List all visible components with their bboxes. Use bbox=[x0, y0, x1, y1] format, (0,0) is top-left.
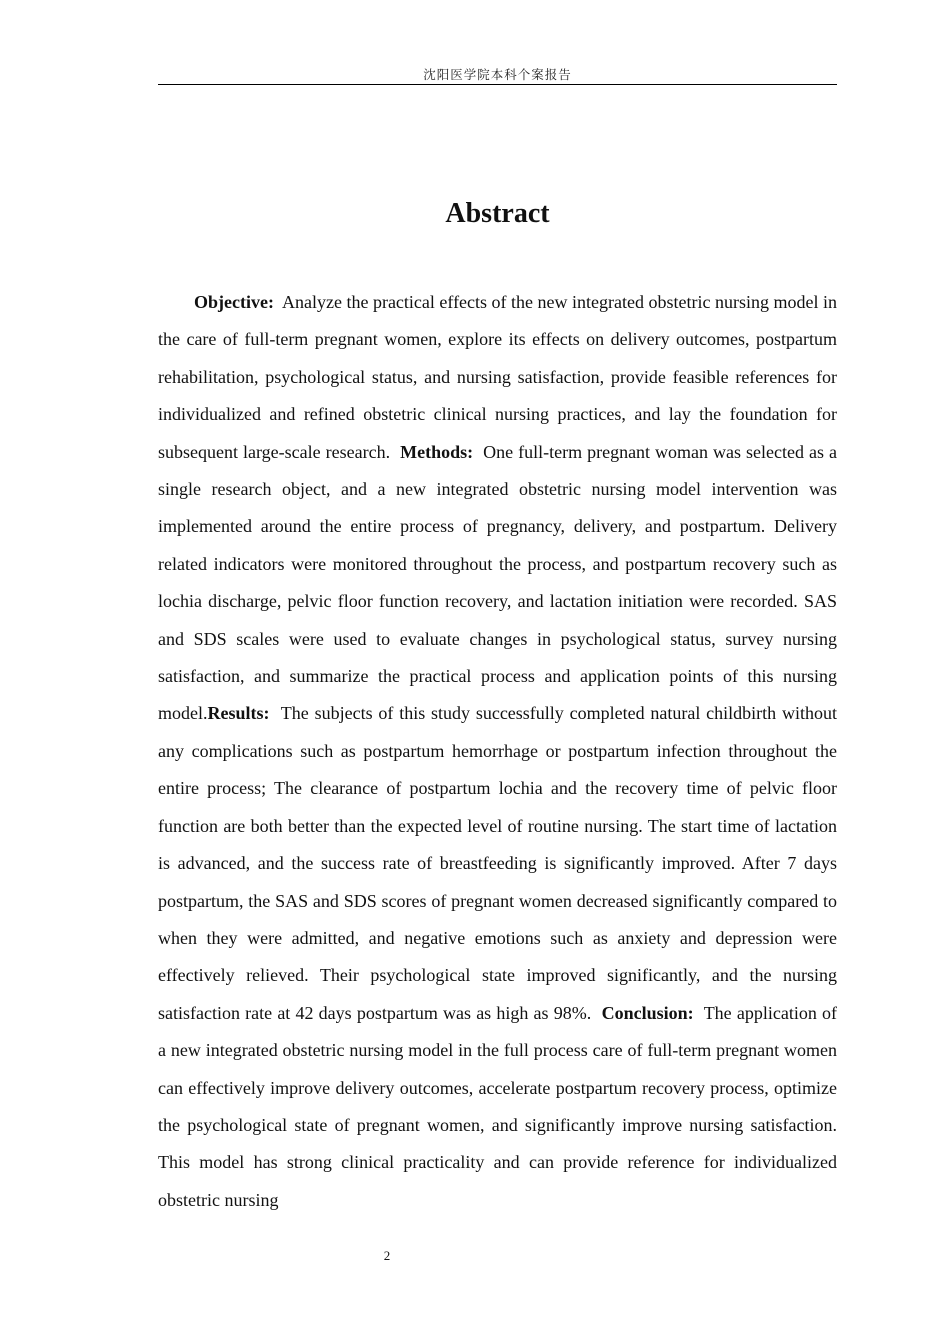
running-header: 沈阳医学院本科个案报告 bbox=[158, 66, 837, 85]
results-text: The subjects of this study successfully completed natural childbirth without any complications such as postpartum hemorrhage or postpartum infection throughout the entire process; The clearance of postpartum lochia and the recovery time of pelvic floor function are both better than the expected level of routine nursing. The start time of lactation is advanced, and the success rate of breastfeeding is significantly improved. After 7 days postpartum, the SAS and SDS scores of pregnant women decreased significantly compared to when they were admitted, and negative emotions such as anxiety and depression were effectively relieved. Their psychological state improved significantly, and the nursing satisfaction rate at 42 days postpartum was as high as 98%. bbox=[158, 703, 837, 1023]
results-label: Results: bbox=[207, 703, 270, 724]
methods-label: Methods: bbox=[400, 441, 474, 462]
abstract-title: Abstract bbox=[445, 198, 550, 229]
methods-text: One full-term pregnant woman was selected as a single research object, and a new integrated obstetric nursing model intervention was implemented around the entire process of pregnancy, delivery, and postpartum. Delivery related indicators were monitored throughout the process, and postpartum recovery such as lochia discharge, pelvic floor function recovery, and lactation initiation were recorded. SAS and SDS scales were used to evaluate changes in psychological status, survey nursing satisfaction, and summarize the practical process and application points of this nursing model. bbox=[158, 441, 838, 724]
page-number: 2 bbox=[383, 1248, 391, 1263]
conclusion-text: The application of a new integrated obstetric nursing model in the full process care of full-term pregnant women can effectively improve delivery outcomes, accelerate postpartum recovery process, optimize the psychological state of pregnant women, and significantly improve nursing satisfaction. This model has strong clinical practicality and can provide reference for individualized obstetric nursing bbox=[158, 1002, 838, 1210]
abstract-body bbox=[158, 284, 837, 1219]
conclusion-label: Conclusion: bbox=[601, 1002, 694, 1023]
objective-text: Analyze the practical effects of the new integrated obstetric nursing model in the care of full-term pregnant women, explore its effects on delivery outcomes, postpartum rehabilitation, psychological status, and nursing satisfaction, provide feasible references for individualized and refined obstetric clinical nursing practices, and lay the foundation for subsequent large-scale research. bbox=[158, 292, 837, 462]
objective-label: Objective: bbox=[194, 292, 274, 312]
